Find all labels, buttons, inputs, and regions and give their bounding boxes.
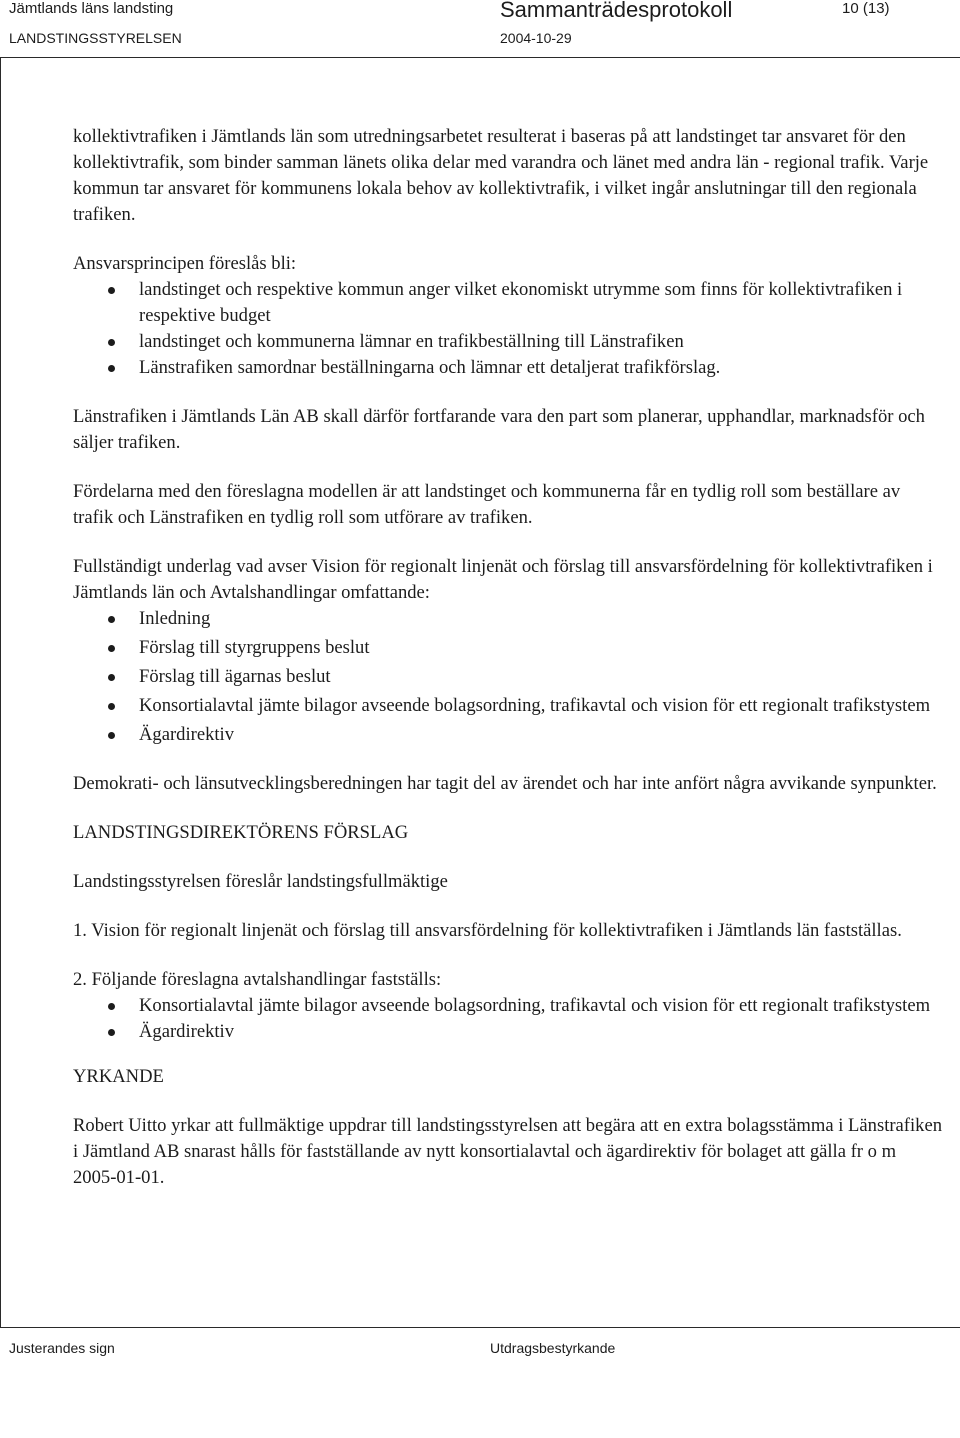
proposal-point-1: 1. Vision för regionalt linjenät och förslag till ansvarsfördelning för kollektivtrafiken i Jämtlands län fastställas.: [73, 920, 902, 941]
section-heading-motion: YRKANDE: [73, 1066, 164, 1087]
meeting-date: 2004-10-29: [500, 30, 572, 46]
list-item: landstinget och respektive kommun anger vilket ekonomiskt utrymme som finns för kollektivtrafiken i respektive budget: [73, 277, 943, 329]
paragraph-model-benefits: Fördelarna med den föreslagna modellen är att landstinget och kommunerna får en tydlig roll som beställare av trafik och Länstrafiken en tydlig roll som utförare av trafiken.: [73, 481, 901, 528]
footer-divider: [0, 1327, 960, 1328]
paragraph-committee-statement: Demokrati- och länsutvecklingsberedningen har tagit del av ärendet och har inte anfört några avvikande synpunkter.: [73, 773, 937, 794]
board-name: LANDSTINGSSTYRELSEN: [9, 30, 182, 46]
list-item: landstinget och kommunerna lämnar en trafikbeställning till Länstrafiken: [73, 329, 943, 355]
list-item: Konsortialavtal jämte bilagor avseende bolagsordning, trafikavtal och vision för ett regionalt trafikstystem: [73, 993, 943, 1019]
organization-name: Jämtlands läns landsting: [9, 0, 174, 17]
section-heading-proposal: LANDSTINGSDIREKTÖRENS FÖRSLAG: [73, 822, 409, 843]
principle-list: [73, 277, 943, 381]
list-item: Förslag till styrgruppens beslut: [73, 635, 943, 661]
documents-list: [73, 606, 943, 748]
list-item: Inledning: [73, 606, 943, 632]
list-item: Ägardirektiv: [73, 722, 943, 748]
list-item: Länstrafiken samordnar beställningarna och lämnar ett detaljerat trafikförslag.: [73, 355, 943, 381]
principle-intro: Ansvarsprincipen föreslås bli:: [73, 253, 297, 274]
paragraph-trafficking-responsibility: kollektivtrafiken i Jämtlands län som utredningsarbetet resulterat i baseras på att landstinget tar ansvaret för den kollektivtrafik, som binder samman länets olika delar med varandra och länet med andra län - regional trafik. Varje kommun tar ansvaret för kommunens lokala behov av kollektivtrafik, i vilket ingår anslutningar till den regionala trafiken.: [73, 126, 929, 225]
header-divider: [0, 57, 960, 58]
paragraph-documentation: Fullständigt underlag vad avser Vision för regionalt linjenät och förslag till ansvarsfördelning för kollektivtrafiken i Jämtlands län och Avtalshandlingar omfattande:: [73, 556, 933, 603]
signature-label: Justerandes sign: [9, 1340, 115, 1356]
extract-certification-label: Utdragsbestyrkande: [490, 1340, 616, 1356]
proposal-intro: Landstingsstyrelsen föreslår landstingsfullmäktige: [73, 871, 448, 892]
document-title: Sammanträdesprotokoll: [500, 0, 733, 22]
list-item: Ägardirektiv: [73, 1019, 943, 1045]
document-body: [73, 124, 943, 1191]
proposal-agreements-list: [73, 993, 943, 1045]
paragraph-lanstrafiken-role: Länstrafiken i Jämtlands Län AB skall därför fortfarande vara den part som planerar, upphandlar, marknadsför och säljer trafiken.: [73, 406, 925, 453]
list-item: Konsortialavtal jämte bilagor avseende bolagsordning, trafikavtal och vision för ett regionalt trafikstystem: [73, 693, 943, 719]
list-item: Förslag till ägarnas beslut: [73, 664, 943, 690]
proposal-point-2: 2. Följande föreslagna avtalshandlingar fastställs:: [73, 969, 442, 990]
page-number: 10 (13): [842, 0, 890, 17]
motion-text: Robert Uitto yrkar att fullmäktige uppdrar till landstingsstyrelsen att begära att en extra bolagsstämma i Länstrafiken i Jämtland AB snarast hålls för fastställande av nytt konsortialavtal och ägardirektiv för bolaget att gälla fr o m 2005-01-01.: [73, 1115, 943, 1188]
left-margin-line: [0, 57, 1, 1327]
